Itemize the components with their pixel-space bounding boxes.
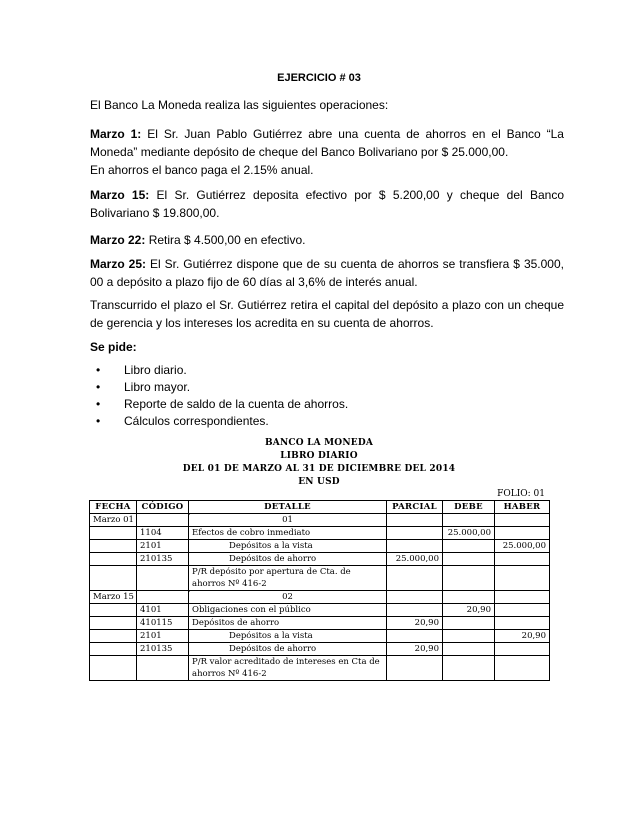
- operation-march-25: [90, 255, 564, 291]
- operation-text: El Sr. Gutiérrez dispone que de su cuenta de ahorros se transfiera $ 35.000, 00 a depósito a plazo fijo de 60 días al 3,6% de interés anual.: [90, 257, 564, 289]
- journal-table: [89, 500, 550, 681]
- bullet-icon: •: [96, 363, 101, 377]
- cell-fecha: [90, 553, 137, 566]
- list-item: • Libro mayor.: [96, 380, 191, 394]
- table-row: [90, 617, 550, 630]
- cell-codigo: [137, 656, 189, 681]
- cell-debe: [443, 591, 495, 604]
- exercise-title: EJERCICIO # 03: [277, 72, 361, 84]
- cell-parcial: 25.000,00: [387, 553, 443, 566]
- column-header-fecha: FECHA: [90, 501, 137, 514]
- cell-detalle: Depósitos de ahorro: [189, 617, 387, 630]
- cell-fecha: [90, 527, 137, 540]
- operation-text: Transcurrido el plazo el Sr. Gutiérrez retira el capital del depósito a plazo con un cheque de gerencia y los intereses los acredita en su cuenta de ahorros.: [90, 298, 564, 330]
- table-row: [90, 553, 550, 566]
- cell-description: P/R valor acreditado de intereses en Cta de ahorros Nº 416-2: [189, 656, 387, 681]
- interest-rate-note: [90, 161, 564, 179]
- report-bank-name: BANCO LA MONEDA: [264, 438, 374, 448]
- cell-detalle: Depósitos a la vista: [189, 540, 387, 553]
- cell-haber: [495, 566, 550, 591]
- cell-codigo: 2101: [137, 540, 189, 553]
- cell-codigo: 210135: [137, 553, 189, 566]
- operation-date: Marzo 22:: [90, 233, 146, 247]
- cell-parcial: [387, 656, 443, 681]
- table-row: [90, 656, 550, 681]
- column-header-detalle: DETALLE: [189, 501, 387, 514]
- cell-codigo: 4101: [137, 604, 189, 617]
- column-header-haber: HABER: [495, 501, 550, 514]
- cell-parcial: [387, 630, 443, 643]
- cell-parcial: [387, 591, 443, 604]
- list-item: • Libro diario.: [96, 363, 187, 377]
- table-row: [90, 630, 550, 643]
- list-item: • Cálculos correspondientes.: [96, 414, 269, 428]
- cell-fecha: [90, 604, 137, 617]
- cell-haber: 20,90: [495, 630, 550, 643]
- cell-haber: [495, 656, 550, 681]
- cell-haber: [495, 643, 550, 656]
- cell-haber: [495, 617, 550, 630]
- cell-detalle: Depósitos de ahorro: [189, 553, 387, 566]
- cell-parcial: [387, 604, 443, 617]
- table-header-row: [90, 501, 550, 514]
- table-row: [90, 591, 550, 604]
- cell-fecha: Marzo 01: [90, 514, 137, 527]
- bullet-icon: •: [96, 414, 101, 428]
- cell-entry-number: 01: [189, 514, 387, 527]
- cell-codigo: [137, 566, 189, 591]
- operation-date: Marzo 1:: [90, 127, 142, 141]
- operation-date: Marzo 15:: [90, 188, 150, 202]
- operation-march-22: [90, 231, 564, 249]
- cell-fecha: [90, 630, 137, 643]
- list-item: • Reporte de saldo de la cuenta de ahorros.: [96, 397, 349, 411]
- cell-fecha: [90, 540, 137, 553]
- report-currency: EN USD: [298, 477, 340, 487]
- cell-haber: [495, 591, 550, 604]
- table-row: [90, 643, 550, 656]
- cell-parcial: 20,90: [387, 617, 443, 630]
- report-period: DEL 01 DE MARZO AL 31 DE DICIEMBRE DEL 2014: [182, 464, 456, 474]
- operation-march-1: [90, 125, 564, 161]
- cell-codigo: 210135: [137, 643, 189, 656]
- cell-codigo: [137, 514, 189, 527]
- column-header-codigo: CÓDIGO: [137, 501, 189, 514]
- cell-parcial: [387, 566, 443, 591]
- cell-description: P/R depósito por apertura de Cta. de ahorros Nº 416-2: [189, 566, 387, 591]
- term-deposit-note: [90, 296, 564, 332]
- cell-haber: 25.000,00: [495, 540, 550, 553]
- cell-debe: [443, 617, 495, 630]
- report-book-name: LIBRO DIARIO: [280, 451, 358, 461]
- column-header-parcial: PARCIAL: [387, 501, 443, 514]
- table-row: [90, 566, 550, 591]
- table-row: [90, 514, 550, 527]
- operation-march-15: [90, 186, 564, 222]
- table-row: [90, 527, 550, 540]
- cell-haber: [495, 553, 550, 566]
- se-pide-heading: Se pide:: [90, 340, 137, 354]
- cell-fecha: [90, 566, 137, 591]
- cell-debe: [443, 643, 495, 656]
- operation-text: El Sr. Gutiérrez deposita efectivo por $ 5.200,00 y cheque del Banco Bolivariano $ 19.800,00.: [90, 188, 564, 220]
- column-header-debe: DEBE: [443, 501, 495, 514]
- cell-fecha: [90, 656, 137, 681]
- requirements-list: [92, 362, 348, 430]
- cell-parcial: 20,90: [387, 643, 443, 656]
- cell-parcial: [387, 540, 443, 553]
- table-row: [90, 540, 550, 553]
- cell-codigo: 2101: [137, 630, 189, 643]
- folio-number: FOLIO: 01: [497, 489, 545, 499]
- intro-paragraph: El Banco La Moneda realiza las siguientes operaciones:: [90, 98, 389, 112]
- cell-detalle: Depósitos a la vista: [189, 630, 387, 643]
- cell-fecha: [90, 617, 137, 630]
- operation-text: El Sr. Juan Pablo Gutiérrez abre una cuenta de ahorros en el Banco “La Moneda” mediante depósito de cheque del Banco Bolivariano por $ 25.000,00.: [90, 127, 564, 159]
- cell-codigo: [137, 591, 189, 604]
- bullet-icon: •: [96, 397, 101, 411]
- cell-fecha: [90, 643, 137, 656]
- cell-codigo: 410115: [137, 617, 189, 630]
- operation-text: En ahorros el banco paga el 2.15% anual.: [90, 163, 314, 177]
- cell-debe: [443, 656, 495, 681]
- cell-parcial: [387, 514, 443, 527]
- cell-debe: [443, 630, 495, 643]
- cell-haber: [495, 527, 550, 540]
- cell-parcial: [387, 527, 443, 540]
- operation-date: Marzo 25:: [90, 257, 146, 271]
- cell-detalle: Obligaciones con el público: [189, 604, 387, 617]
- cell-haber: [495, 514, 550, 527]
- operation-text: Retira $ 4.500,00 en efectivo.: [145, 233, 306, 247]
- bullet-icon: •: [96, 380, 101, 394]
- cell-fecha: Marzo 15: [90, 591, 137, 604]
- table-row: [90, 604, 550, 617]
- cell-haber: [495, 604, 550, 617]
- cell-debe: [443, 566, 495, 591]
- cell-debe: 25.000,00: [443, 527, 495, 540]
- cell-debe: 20,90: [443, 604, 495, 617]
- cell-entry-number: 02: [189, 591, 387, 604]
- cell-debe: [443, 514, 495, 527]
- cell-debe: [443, 553, 495, 566]
- cell-codigo: 1104: [137, 527, 189, 540]
- cell-detalle: Efectos de cobro inmediato: [189, 527, 387, 540]
- cell-detalle: Depósitos de ahorro: [189, 643, 387, 656]
- cell-debe: [443, 540, 495, 553]
